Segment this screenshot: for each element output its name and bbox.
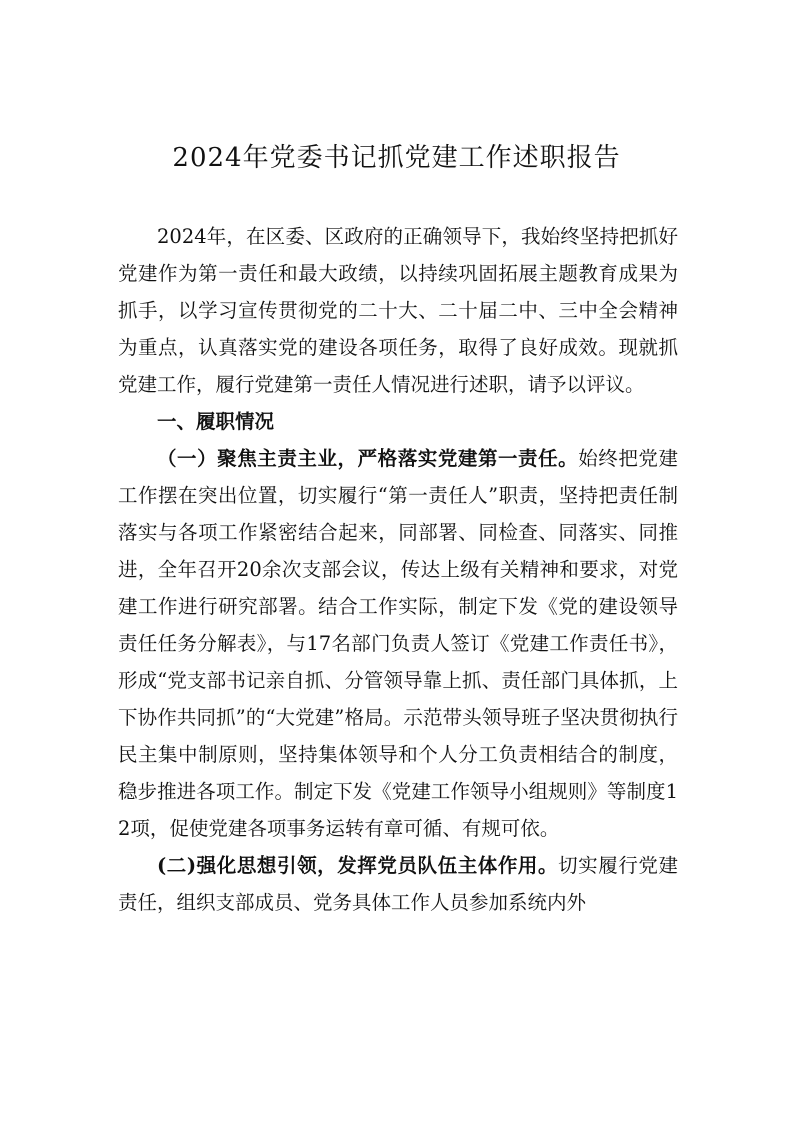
document-body (118, 218, 678, 921)
item-1-lead: （一）聚焦主责主业，严格落实党建第一责任。 (157, 447, 579, 470)
item-1-text: 始终把党建工作摆在突出位置，切实履行“第一责任人”职责，坚持把责任制落实与各项工作紧密结合起来，同部署、同检查、同落实、同推进，全年召开20余次支部会议，传达上级有关精神和要求，对党建工作进行研究部署。结合工作实际，制定下发《党的建设领导责任任务分解表》，与17名部门负责人签订《党建工作责任书》，形成“党支部书记亲自抓、分管领导靠上抓、责任部门具体抓，上下协作共同抓”的“大党建”格局。示范带头领导班子坚决贯彻执行民主集中制原则，坚持集体领导和个人分工负责相结合的制度，稳步推进各项工作。制定下发《党建工作领导小组规则》等制度12项，促使党建各项事务运转有章可循、有规可依。 (118, 447, 678, 840)
item-2-lead: (二)强化思想引领，发挥党员队伍主体作用。 (157, 854, 559, 877)
item-1-paragraph (118, 440, 678, 847)
item-2-text: 切实履行党建责任，组织支部成员、党务具体工作人员参加系统内外 (118, 854, 678, 914)
item-2-paragraph (118, 847, 678, 921)
document-title: 2024年党委书记抓党建工作述职报告 (172, 143, 621, 173)
section-heading: 一、履职情况 (157, 410, 275, 433)
intro-paragraph: 2024年，在区委、区政府的正确领导下，我始终坚持把抓好党建作为第一责任和最大政绩，以持续巩固拓展主题教育成果为抓手，以学习宣传贯彻党的二十大、二十届二中、三中全会精神为重点，认真落实党的建设各项任务，取得了良好成效。现就抓党建工作，履行党建第一责任人情况进行述职，请予以评议。 (118, 225, 678, 396)
